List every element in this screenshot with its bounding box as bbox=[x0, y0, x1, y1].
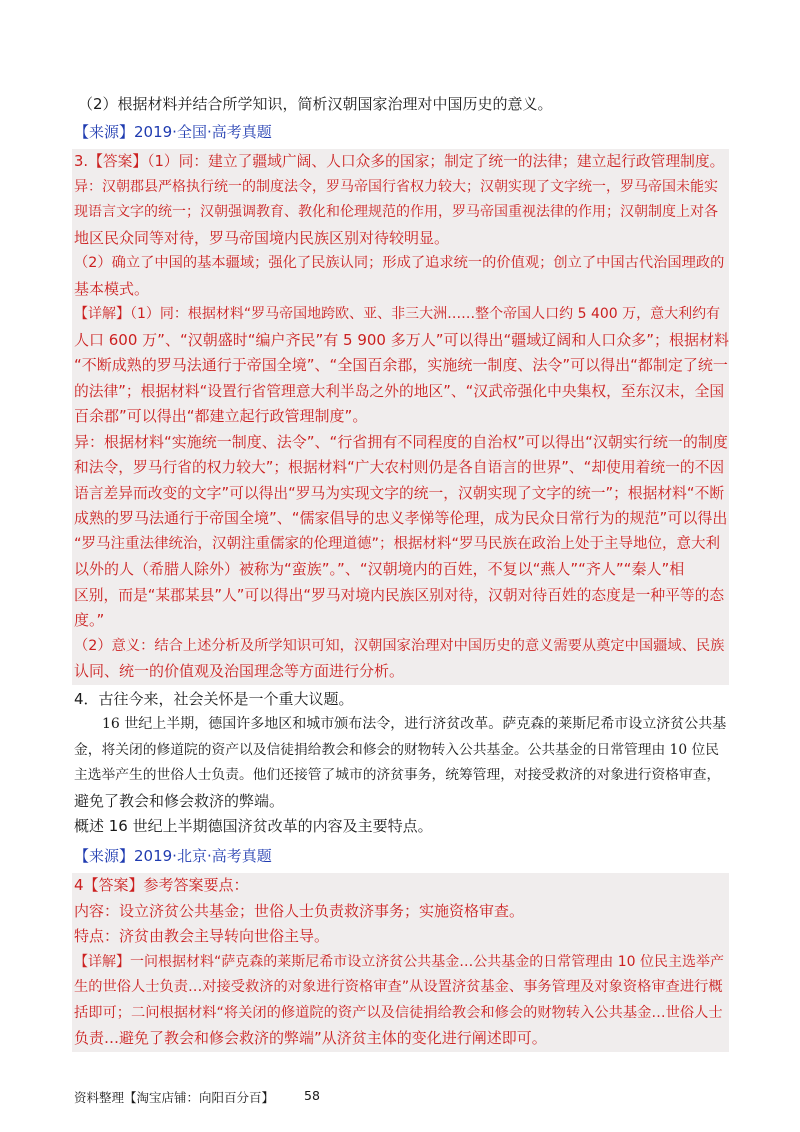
detail-line: 括即可；二问根据材料“将关闭的修道院的资产以及信徒捐给教会和修会的财物转入公共基金…世俗人士 bbox=[74, 1004, 723, 1021]
detail-line: 负责…避免了教会和修会救济的弊端”从济贫主体的变化进行阐述即可。 bbox=[74, 1029, 547, 1047]
detail-line: 区别，而是“某郡某县”人”可以得出“罗马对境内民族区别对待，汉朝对待百姓的态度是一种平等的态 bbox=[74, 586, 725, 604]
detail-line: 认同、统一的价值观及治国理念等方面进行分析。 bbox=[74, 662, 405, 680]
passage-line: 避免了教会和修会救济的弊端。 bbox=[74, 791, 285, 810]
passage-line: 主选举产生的世俗人士负责。他们还接管了城市的济贫事务，统筹管理，对接受救济的对象进行资格审查， bbox=[74, 767, 721, 783]
detail-line: 百余郡”可以得出“都建立起行政管理制度”。 bbox=[74, 407, 368, 425]
q4-answer-block bbox=[72, 873, 729, 1052]
q3-source: 【来源】2019·全国·高考真题 bbox=[74, 122, 272, 141]
detail-line: 成熟的罗马法通行于帝国全境”、“儒家倡导的忠义孝悌等伦理，成为民众日常行为的规范”可以得出 bbox=[74, 509, 728, 527]
detail-line: 异：根据材料“实施统一制度、法令”、“行省拥有不同程度的自治权”可以得出“汉朝实行统一的制度 bbox=[74, 432, 728, 451]
detail-line: 以外的人（希腊人除外）被称为“蛮族”。”、“汉朝境内的百姓，不复以“燕人”“齐人”“秦人”相 bbox=[74, 560, 685, 578]
footer-text: 资料整理【淘宝店铺：向阳百分百】 bbox=[74, 1090, 275, 1105]
page-footer bbox=[74, 1088, 320, 1106]
q4-passage bbox=[74, 712, 729, 814]
q4-source: 【来源】2019·北京·高考真题 bbox=[74, 846, 272, 865]
q3-part2-question: （2）根据材料并结合所学知识，简析汉朝国家治理对中国历史的意义。 bbox=[78, 95, 553, 113]
detail-line: 度。” bbox=[74, 611, 105, 629]
page-number: 58 bbox=[304, 1088, 320, 1103]
answer-line: 地区民众同等对待，罗马帝国境内民族区别对待较明显。 bbox=[74, 228, 450, 247]
q4-stem: 4．古往今来，社会关怀是一个重大议题。 bbox=[74, 689, 354, 708]
answer-line: （2）确立了中国的基本疆域；强化了民族认同；形成了追求统一的价值观；创立了中国古代治国理政的 bbox=[74, 255, 725, 271]
answer-line: 3.【答案】（1）同：建立了疆域广阔、人口众多的国家；制定了统一的法律；建立起行政管理制度。 bbox=[74, 153, 725, 170]
detail-line: “不断成熟的罗马法通行于帝国全境”、“全国百余郡，实施统一制度、法令”可以得出“都制定了统一 bbox=[74, 356, 728, 374]
answer-line: 4【答案】参考答案要点： bbox=[74, 876, 249, 894]
passage-line: 16 世纪上半期，德国许多地区和城市颁布法令，进行济贫改革。萨克森的莱斯尼希市设立济贫公共基 bbox=[102, 716, 727, 732]
answer-line: 内容：设立济贫公共基金；世俗人士负责救济事务；实施资格审查。 bbox=[74, 901, 525, 920]
detail-line: 的法律”；根据材料“设置行省管理意大利半岛之外的地区”、“汉武帝强化中央集权，至东汉末，全国 bbox=[74, 382, 725, 400]
detail-line: “罗马注重法律统治，汉朝注重儒家的伦理道德”；根据材料“罗马民族在政治上处于主导地位，意大利 bbox=[74, 535, 721, 552]
detail-line: 和法令，罗马行省的权力较大”；根据材料“广大农村则仍是各自语言的世界”、“却使用着统一的不因 bbox=[74, 459, 725, 476]
detail-line: 【详解】一问根据材料“萨克森的莱斯尼希市设立济贫公共基金…公共基金的日常管理由 10 位民主选举产 bbox=[74, 953, 724, 970]
answer-line: 现语言文字的统一；汉朝强调教育、教化和伦理规范的作用，罗马帝国重视法律的作用；汉朝制度上对各 bbox=[74, 204, 718, 220]
passage-line: 金，将关闭的修道院的资产以及信徒捐给教会和修会的财物转入公共基金。公共基金的日常管理由 10 位民 bbox=[74, 741, 719, 758]
detail-line: （2）意义：结合上述分析及所学知识可知，汉朝国家治理对中国历史的意义需要从奠定中国疆域、民族 bbox=[74, 637, 725, 654]
q3-answer-block bbox=[72, 149, 729, 685]
answer-line: 特点：济贫由教会主导转向世俗主导。 bbox=[74, 927, 330, 945]
document-page bbox=[74, 92, 729, 1052]
detail-line: 人口 600 万”、“汉朝盛时“编户齐民”有 5 900 多万人”可以得出“疆域辽阔和人口众多”；根据材料 bbox=[74, 330, 730, 349]
detail-line: 【详解】（1）同：根据材料“罗马帝国地跨欧、亚、非三大洲……整个帝国人口约 5 400 万，意大利约有 bbox=[74, 306, 721, 322]
detail-line: 生的世俗人士负责…对接受救济的对象进行资格审查”从设置济贫基金、事务管理及对象资格审查进行概 bbox=[74, 979, 723, 995]
q4-question: 概述 16 世纪上半期德国济贫改革的内容及主要特点。 bbox=[74, 817, 433, 835]
answer-line: 异：汉朝郡县严格执行统一的制度法令，罗马帝国行省权力较大；汉朝实现了文字统一，罗马帝国未能实 bbox=[74, 178, 718, 195]
detail-line: 语言差异而改变的文字”可以得出“罗马为实现文字的统一，汉朝实现了文字的统一”；根据材料“不断 bbox=[74, 484, 725, 502]
answer-line: 基本模式。 bbox=[74, 279, 150, 298]
